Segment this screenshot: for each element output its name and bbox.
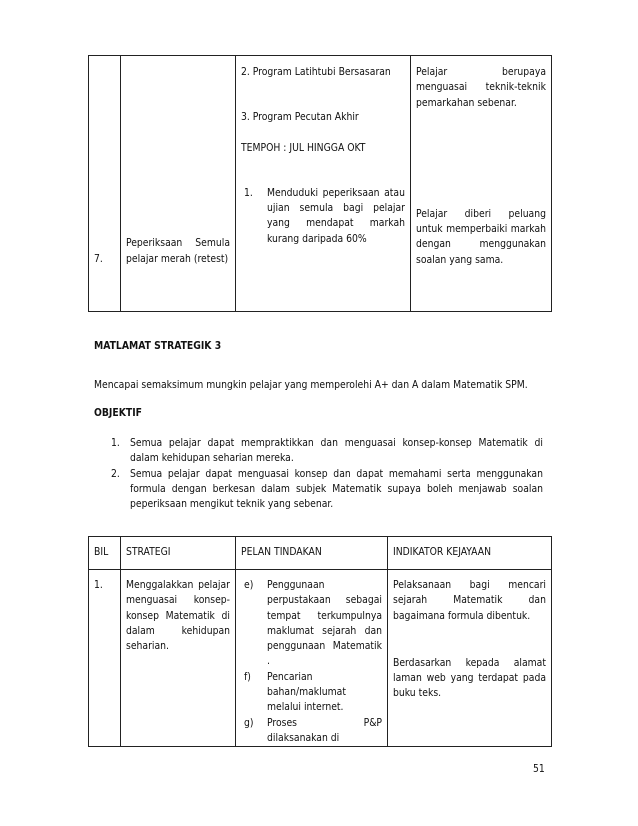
list-item: g) Proses P&P dilaksanakan di [244, 716, 382, 744]
item-cell [121, 56, 236, 312]
list-item: f) Pencarian bahan/maklumat melalui internet. [244, 670, 346, 714]
page-number: 51 [533, 763, 545, 775]
header-indikator: INDIKATOR KEJAYAAN [388, 537, 552, 570]
action-plan-cell [236, 56, 411, 312]
item-text: Peperiksaan Semula pelajar merah (retest) [126, 237, 230, 265]
action-list [241, 186, 405, 247]
row-number-cell [89, 56, 121, 312]
list-item: 1. Menduduki peperiksaan atau ujian semula bagi pelajar yang mendapat markah kurang daripada 60% [244, 186, 405, 245]
indicator-text-2: Pelajar diberi peluang untuk memperbaiki markah dengan menggunakan soalan yang sama. [416, 207, 546, 266]
tempoh-text: TEMPOH : JUL HINGGA OKT [241, 141, 366, 154]
header-strategi: STRATEGI [121, 537, 236, 570]
indicator-text-1: Pelaksanaan bagi mencari sejarah Matematik dan bagaimana formula dibentuk. [393, 579, 546, 622]
indicator-text-2: Berdasarkan kepada alamat laman web yang terdapat pada buku teks. [393, 656, 546, 700]
header-pelan: PELAN TINDAKAN [236, 537, 388, 570]
action-list [241, 578, 382, 746]
header-row [89, 537, 552, 570]
strategi-cell: Menggalakkan pelajar menguasai konsep-konsep Matematik di dalam kehidupan seharian. [121, 570, 236, 747]
objectives-list [111, 436, 543, 512]
list-item: 1. Semua pelajar dapat mempraktikkan dan menguasai konsep-konsep Matematik di dalam kehidupan seharian mereka. [111, 437, 543, 465]
section-heading: MATLAMAT STRATEGIK 3 [94, 340, 222, 352]
goal-text: Mencapai semaksimum mungkin pelajar yang memperolehi A+ dan A dalam Matematik SPM. [94, 379, 528, 391]
list-item: 2. Semua pelajar dapat menguasai konsep dan dapat memahami serta menggunakan formula dengan berkesan dalam subjek Matematik supaya boleh menjawab soalan peperiksaan mengikut teknik yang sebenar. [111, 467, 543, 511]
row-number: 7. [94, 252, 103, 265]
indikator-cell [388, 570, 552, 747]
table-row [89, 56, 552, 312]
header-bil: BIL [89, 537, 121, 570]
bil-cell: 1. [89, 570, 121, 747]
objektif-title: OBJEKTIF [94, 407, 142, 419]
indicator-cell [411, 56, 552, 312]
program-3: 3. Program Pecutan Akhir [241, 111, 359, 124]
table-row [89, 570, 552, 747]
strategy-table [88, 536, 552, 747]
list-item: e) Penggunaan perpustakaan sebagai tempat terkumpulnya maklumat sejarah dan penggunaan Matematik . [244, 579, 382, 668]
strategy-table-continued [88, 55, 552, 312]
program-2: 2. Program Latihtubi Bersasaran [241, 66, 391, 78]
indicator-text-1: Pelajar berupaya menguasai teknik-teknik pemarkahan sebenar. [416, 66, 546, 109]
pelan-cell [236, 570, 388, 747]
